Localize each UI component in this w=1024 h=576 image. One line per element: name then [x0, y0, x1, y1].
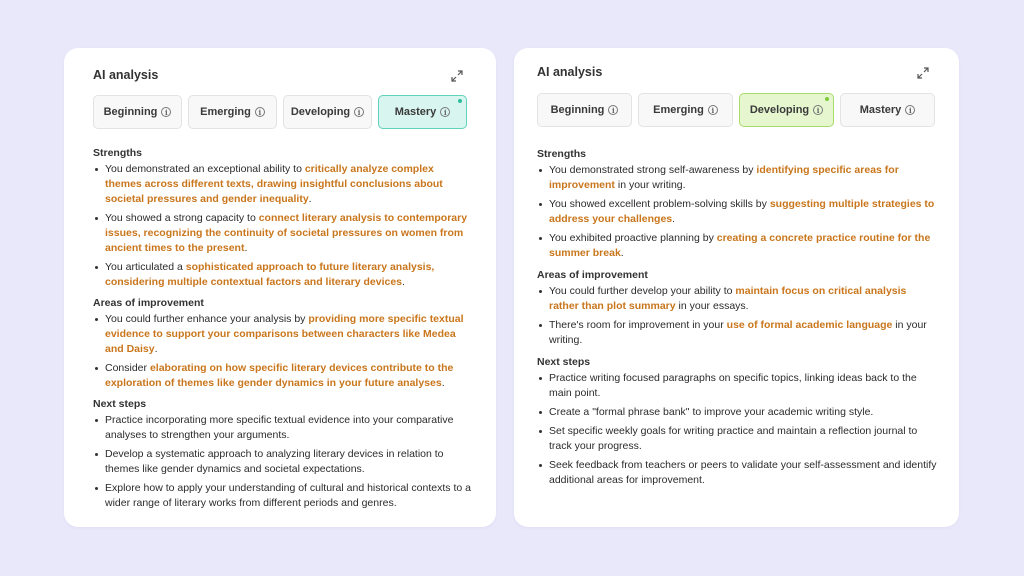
info-icon[interactable]: i [708, 105, 718, 115]
tab-label: Beginning [103, 106, 158, 118]
info-icon[interactable]: i [608, 105, 618, 115]
list-item: Create a "formal phrase bank" to improve your academic writing style. [537, 405, 939, 420]
tab-emerging[interactable] [638, 93, 733, 127]
expand-icon[interactable] [917, 67, 929, 79]
tab-label: Mastery [859, 104, 902, 116]
list-item: You could further enhance your analysis by providing more specific textual evidence to support your comparisons between characters like Medea and Daisy. [93, 312, 473, 357]
tab-beginning[interactable] [537, 93, 632, 127]
list-item: Practice incorporating more specific textual evidence into your comparative analyses to strengthen your arguments. [93, 413, 473, 443]
ai-analysis-card-developing [514, 48, 959, 527]
tab-label: Developing [290, 106, 351, 118]
tab-label: Beginning [550, 104, 605, 116]
tab-emerging[interactable] [188, 95, 277, 129]
card-title: AI analysis [537, 65, 603, 79]
active-dot-icon [825, 97, 829, 101]
next-steps-title: Next steps [93, 398, 147, 410]
info-icon[interactable]: i [813, 105, 823, 115]
tab-label: Emerging [200, 106, 251, 118]
info-icon[interactable]: i [255, 107, 265, 117]
ai-analysis-card-mastery [64, 48, 496, 527]
info-icon[interactable]: i [440, 107, 450, 117]
card-title: AI analysis [93, 68, 159, 82]
tab-developing[interactable] [739, 93, 834, 127]
improvement-title: Areas of improvement [537, 269, 648, 281]
info-icon[interactable]: i [161, 107, 171, 117]
tab-mastery[interactable] [378, 95, 467, 129]
active-dot-icon [458, 99, 462, 103]
analysis-content [537, 140, 939, 492]
list-item: Consider elaborating on how specific literary devices contribute to the exploration of themes like gender dynamics in your future analyses. [93, 361, 473, 391]
tab-label: Developing [749, 104, 810, 116]
strengths-title: Strengths [537, 148, 587, 160]
level-tabs [537, 93, 935, 127]
tab-beginning[interactable] [93, 95, 182, 129]
list-item: Develop a systematic approach to analyzing literary devices in relation to themes like gender dynamics and societal expectations. [93, 447, 473, 477]
list-item: Explore how to apply your understanding of cultural and historical contexts to a wider range of literary works from different periods and genres. [93, 481, 473, 511]
strengths-list [93, 162, 473, 290]
strengths-list [537, 163, 939, 261]
list-item: You could further develop your ability to maintain focus on critical analysis rather than plot summary in your essays. [537, 284, 939, 314]
list-item: You showed excellent problem-solving skills by suggesting multiple strategies to address your challenges. [537, 197, 939, 227]
tab-label: Mastery [394, 106, 437, 118]
next-steps-list [537, 371, 939, 488]
list-item: You demonstrated strong self-awareness by identifying specific areas for improvement in your writing. [537, 163, 939, 193]
info-icon[interactable]: i [905, 105, 915, 115]
list-item: You demonstrated an exceptional ability to critically analyze complex themes across different texts, drawing insightful conclusions about societal pressures and gender inequality. [93, 162, 473, 207]
list-item: Set specific weekly goals for writing practice and maintain a reflection journal to track your progress. [537, 424, 939, 454]
list-item: You articulated a sophisticated approach to future literary analysis, considering multiple contextual factors and literary devices. [93, 260, 473, 290]
strengths-title: Strengths [93, 147, 143, 159]
info-icon[interactable]: i [354, 107, 364, 117]
improvement-list [93, 312, 473, 391]
list-item: You exhibited proactive planning by creating a concrete practice routine for the summer break. [537, 231, 939, 261]
list-item: You showed a strong capacity to connect literary analysis to contemporary issues, recognizing the continuity of societal pressures on women from ancient times to the present. [93, 211, 473, 256]
improvement-list [537, 284, 939, 348]
list-item: Practice writing focused paragraphs on specific topics, linking ideas back to the main point. [537, 371, 939, 401]
analysis-content [93, 140, 473, 515]
tab-mastery[interactable] [840, 93, 935, 127]
expand-icon[interactable] [451, 70, 463, 82]
improvement-title: Areas of improvement [93, 297, 204, 309]
next-steps-title: Next steps [537, 356, 591, 368]
tab-label: Emerging [653, 104, 704, 116]
list-item: There's room for improvement in your use of formal academic language in your writing. [537, 318, 939, 348]
next-steps-list [93, 413, 473, 511]
list-item: Seek feedback from teachers or peers to validate your self-assessment and identify additional areas for improvement. [537, 458, 939, 488]
level-tabs [93, 95, 467, 129]
tab-developing[interactable] [283, 95, 372, 129]
